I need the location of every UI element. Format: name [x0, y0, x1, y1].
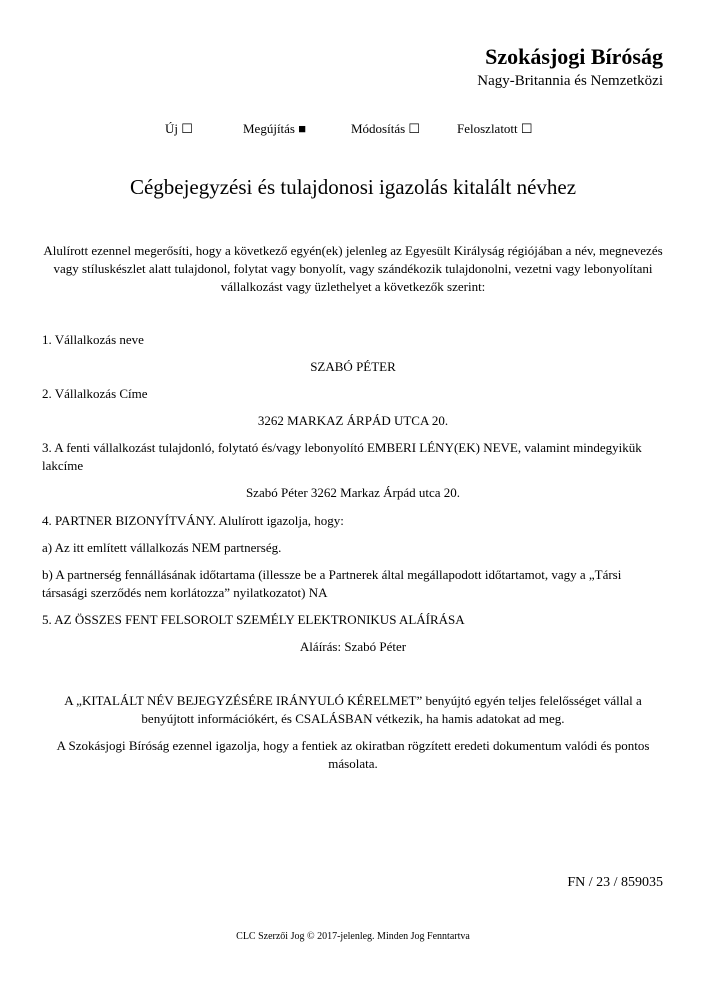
status-new-label: Új	[165, 121, 178, 136]
status-dissolved-label: Feloszlatott	[457, 121, 518, 136]
section-5-label: 5. AZ ÖSSZES FENT FELSOROLT SZEMÉLY ELEKTRONIKUS ALÁÍRÁSA	[42, 612, 465, 627]
section-2-label: 2. Vállalkozás Címe	[42, 386, 148, 401]
status-new	[165, 121, 193, 137]
status-new-checkbox: ☐	[181, 121, 193, 136]
status-modification-label: Módosítás	[351, 121, 406, 136]
status-renewal-checkbox: ■	[298, 121, 307, 136]
copyright-footer: CLC Szerzői Jog © 2017-jelenleg. Minden Jog Fenntartva	[236, 931, 470, 942]
reference-number: FN / 23 / 859035	[567, 875, 663, 890]
status-modification	[351, 121, 420, 137]
section-4a-text: a) Az itt említett vállalkozás NEM partnerség.	[42, 540, 282, 555]
court-name: Szokásjogi Bíróság	[485, 44, 663, 69]
court-header	[477, 44, 663, 90]
section-3-label: 3. A fenti vállalkozást tulajdonló, folytató és/vagy lebonyolító EMBERI LÉNY(EK) NEVE, valamint mindegyikük lakcíme	[42, 440, 642, 473]
document-title: Cégbejegyzési és tulajdonosi igazolás kitalált névhez	[129, 175, 577, 199]
court-subtitle: Nagy-Britannia és Nemzetközi	[477, 73, 663, 89]
status-renewal	[243, 121, 306, 137]
status-dissolved	[457, 121, 533, 137]
section-4-label: 4. PARTNER BIZONYÍTVÁNY. Alulírott igazolja, hogy:	[42, 513, 344, 528]
intro-paragraph: Alulírott ezennel megerősíti, hogy a következő egyén(ek) jelenleg az Egyesült Királyság régiójában a név, megnevezés vagy stíluskészlet alatt tulajdonol, folytat vagy bonyolít, vagy szándékozik tulajdonolni, vezetni vagy lebonyolítani vállalkozást vagy üzlethelyet a következők szerint:	[43, 243, 663, 294]
responsibility-notice: A „KITALÁLT NÉV BEJEGYZÉSÉRE IRÁNYULÓ KÉRELMET” benyújtó egyén teljes felelősséget vállal a benyújtott információkért, és CSALÁSBAN vétkezik, ha hamis adatokat ad meg.	[64, 693, 642, 726]
status-dissolved-checkbox: ☐	[520, 121, 533, 136]
status-renewal-label: Megújítás	[243, 121, 295, 136]
business-address-value: 3262 MARKAZ ÁRPÁD UTCA 20.	[257, 413, 449, 428]
status-modification-checkbox: ☐	[408, 121, 421, 136]
signature-value: Aláírás: Szabó Péter	[299, 639, 407, 654]
business-name-value: SZABÓ PÉTER	[310, 359, 396, 374]
section-1-label: 1. Vállalkozás neve	[42, 332, 144, 347]
certification-notice: A Szokásjogi Bíróság ezennel igazolja, hogy a fentiek az okiratban rögzített eredeti dokumentum valódi és pontos másolata.	[56, 738, 650, 771]
owner-name-address-value: Szabó Péter 3262 Markaz Árpád utca 20.	[245, 485, 461, 500]
section-4b-text: b) A partnerség fennállásának időtartama (illessze be a Partnerek által megállapodott időtartamot, vagy a „Társi társasági szerződés nem korlátozza” nyilatkozatot) NA	[42, 567, 622, 600]
